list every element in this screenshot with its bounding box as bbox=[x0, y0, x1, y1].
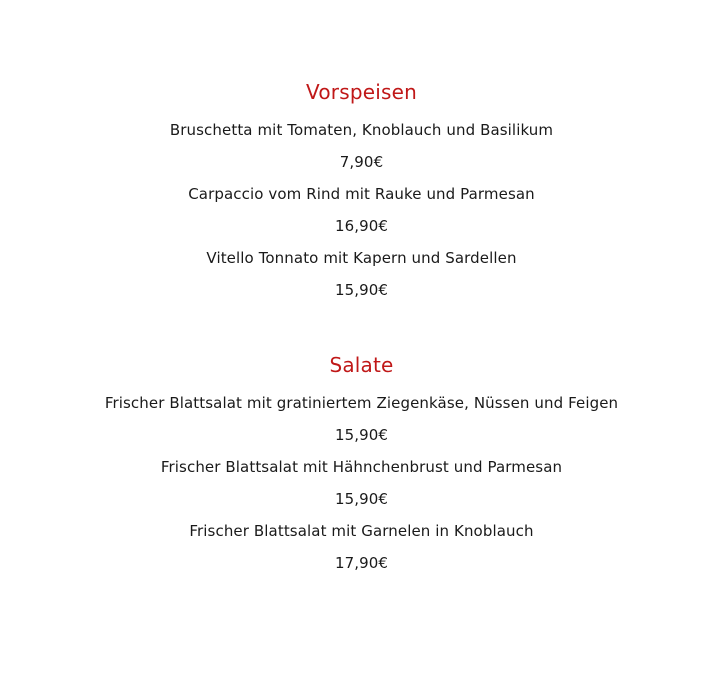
item-price: 7,90€ bbox=[339, 153, 384, 171]
menu-item bbox=[0, 521, 723, 573]
item-price: 15,90€ bbox=[334, 281, 389, 299]
item-name: Bruschetta mit Tomaten, Knoblauch und Basilikum bbox=[169, 121, 554, 139]
menu-item bbox=[0, 393, 723, 445]
section-salate bbox=[0, 352, 723, 585]
item-price: 16,90€ bbox=[334, 217, 389, 235]
item-price: 17,90€ bbox=[334, 554, 389, 572]
item-price: 15,90€ bbox=[334, 490, 389, 508]
menu-item bbox=[0, 120, 723, 172]
item-name: Frischer Blattsalat mit Hähnchenbrust und Parmesan bbox=[160, 458, 563, 476]
item-name: Frischer Blattsalat mit gratiniertem Ziegenkäse, Nüssen und Feigen bbox=[104, 394, 619, 412]
item-price: 15,90€ bbox=[334, 426, 389, 444]
section-title: Salate bbox=[329, 353, 394, 377]
section-title: Vorspeisen bbox=[306, 80, 417, 104]
item-name: Vitello Tonnato mit Kapern und Sardellen bbox=[206, 249, 517, 267]
menu-item bbox=[0, 184, 723, 236]
item-name: Frischer Blattsalat mit Garnelen in Knoblauch bbox=[189, 522, 534, 540]
menu-item bbox=[0, 457, 723, 509]
menu-item bbox=[0, 248, 723, 300]
section-vorspeisen bbox=[0, 79, 723, 312]
item-name: Carpaccio vom Rind mit Rauke und Parmesan bbox=[188, 185, 535, 203]
